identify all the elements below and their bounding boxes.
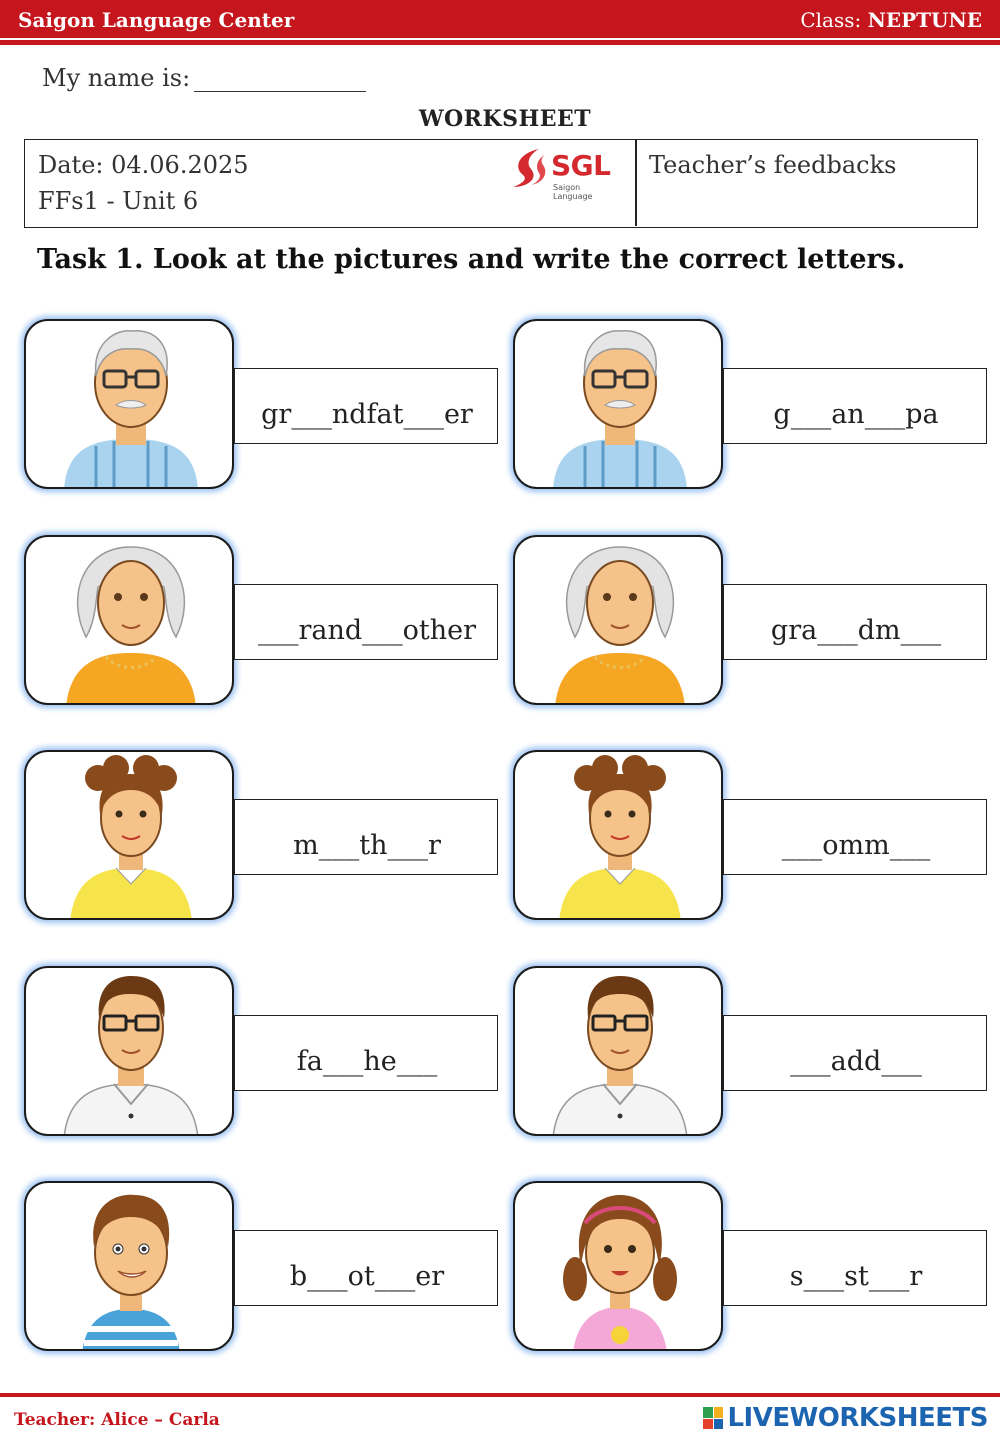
item-sister: [513, 1181, 993, 1351]
grandfather-icon: [26, 321, 234, 489]
word-puzzle: ___rand___other: [257, 615, 477, 646]
org-name: Saigon Language Center: [18, 8, 295, 32]
item-father-1: [24, 966, 504, 1136]
unit-text: FFs1 - Unit 6: [38, 187, 199, 215]
word-puzzle: fa___he___: [296, 1046, 438, 1077]
word-answer-box[interactable]: [723, 584, 987, 660]
name-blank-field[interactable]: [194, 68, 366, 92]
brother-icon: [26, 1183, 234, 1351]
feedback-label: Teacher’s feedbacks: [649, 151, 897, 179]
mother-picture: [513, 750, 723, 920]
footer-divider: [0, 1393, 1000, 1397]
header-bar: [0, 0, 1000, 38]
item-father-2: [513, 966, 993, 1136]
word-answer-box[interactable]: [723, 368, 987, 444]
grandfather-icon: [515, 321, 723, 489]
word-puzzle: gra___dm___: [770, 615, 942, 646]
item-mother-2: [513, 750, 993, 920]
word-puzzle: g___an___pa: [773, 399, 939, 430]
teacher-name: Teacher: Alice – Carla: [14, 1410, 220, 1430]
item-grandfather-1: [24, 319, 504, 489]
grandmother-icon: [26, 537, 234, 705]
word-answer-box[interactable]: [723, 1015, 987, 1091]
student-name-row: [42, 64, 366, 92]
info-table: [24, 139, 978, 228]
liveworksheets-text: LIVEWORKSHEETS: [727, 1403, 988, 1433]
liveworksheets-brand: [703, 1403, 988, 1433]
word-answer-box[interactable]: [234, 799, 498, 875]
liveworksheets-logo-icon: [703, 1407, 723, 1429]
class-label: [800, 8, 982, 32]
info-divider: [635, 140, 637, 226]
father-picture: [24, 966, 234, 1136]
father-picture: [513, 966, 723, 1136]
task-title: Task 1. Look at the pictures and write the correct letters.: [37, 244, 906, 275]
logo-text: SGL: [551, 149, 611, 182]
item-grandmother-1: [24, 535, 504, 705]
word-answer-box[interactable]: [234, 1230, 498, 1306]
header-divider: [0, 40, 1000, 45]
word-puzzle: ___add___: [790, 1046, 922, 1077]
word-puzzle: gr___ndfat___er: [261, 399, 473, 430]
mother-picture: [24, 750, 234, 920]
sgl-logo: [509, 145, 619, 201]
date-text: Date: 04.06.2025: [38, 151, 249, 179]
brother-picture: [24, 1181, 234, 1351]
grandmother-picture: [24, 535, 234, 705]
grandmother-icon: [515, 537, 723, 705]
sister-icon: [515, 1183, 723, 1351]
sgl-swirl-icon: [509, 145, 553, 189]
logo-subtext: Saigon Language: [553, 183, 593, 201]
grandfather-picture: [24, 319, 234, 489]
item-mother-1: [24, 750, 504, 920]
mother-icon: [515, 752, 723, 920]
word-answer-box[interactable]: [723, 799, 987, 875]
mother-icon: [26, 752, 234, 920]
word-puzzle: m___th___r: [293, 830, 441, 861]
item-grandfather-2: [513, 319, 993, 489]
item-brother: [24, 1181, 504, 1351]
word-answer-box[interactable]: [723, 1230, 987, 1306]
father-icon: [26, 968, 234, 1136]
word-answer-box[interactable]: [234, 1015, 498, 1091]
grandfather-picture: [513, 319, 723, 489]
grandmother-picture: [513, 535, 723, 705]
class-name: NEPTUNE: [867, 8, 982, 32]
word-answer-box[interactable]: [234, 584, 498, 660]
word-puzzle: b___ot___er: [289, 1261, 445, 1292]
name-label: My name is:: [42, 64, 191, 92]
item-grandmother-2: [513, 535, 993, 705]
word-puzzle: s___st___r: [789, 1261, 923, 1292]
sister-picture: [513, 1181, 723, 1351]
father-icon: [515, 968, 723, 1136]
word-puzzle: ___omm___: [781, 830, 931, 861]
class-prefix: Class:: [800, 8, 862, 32]
worksheet-title: WORKSHEET: [418, 106, 592, 132]
word-answer-box[interactable]: [234, 368, 498, 444]
